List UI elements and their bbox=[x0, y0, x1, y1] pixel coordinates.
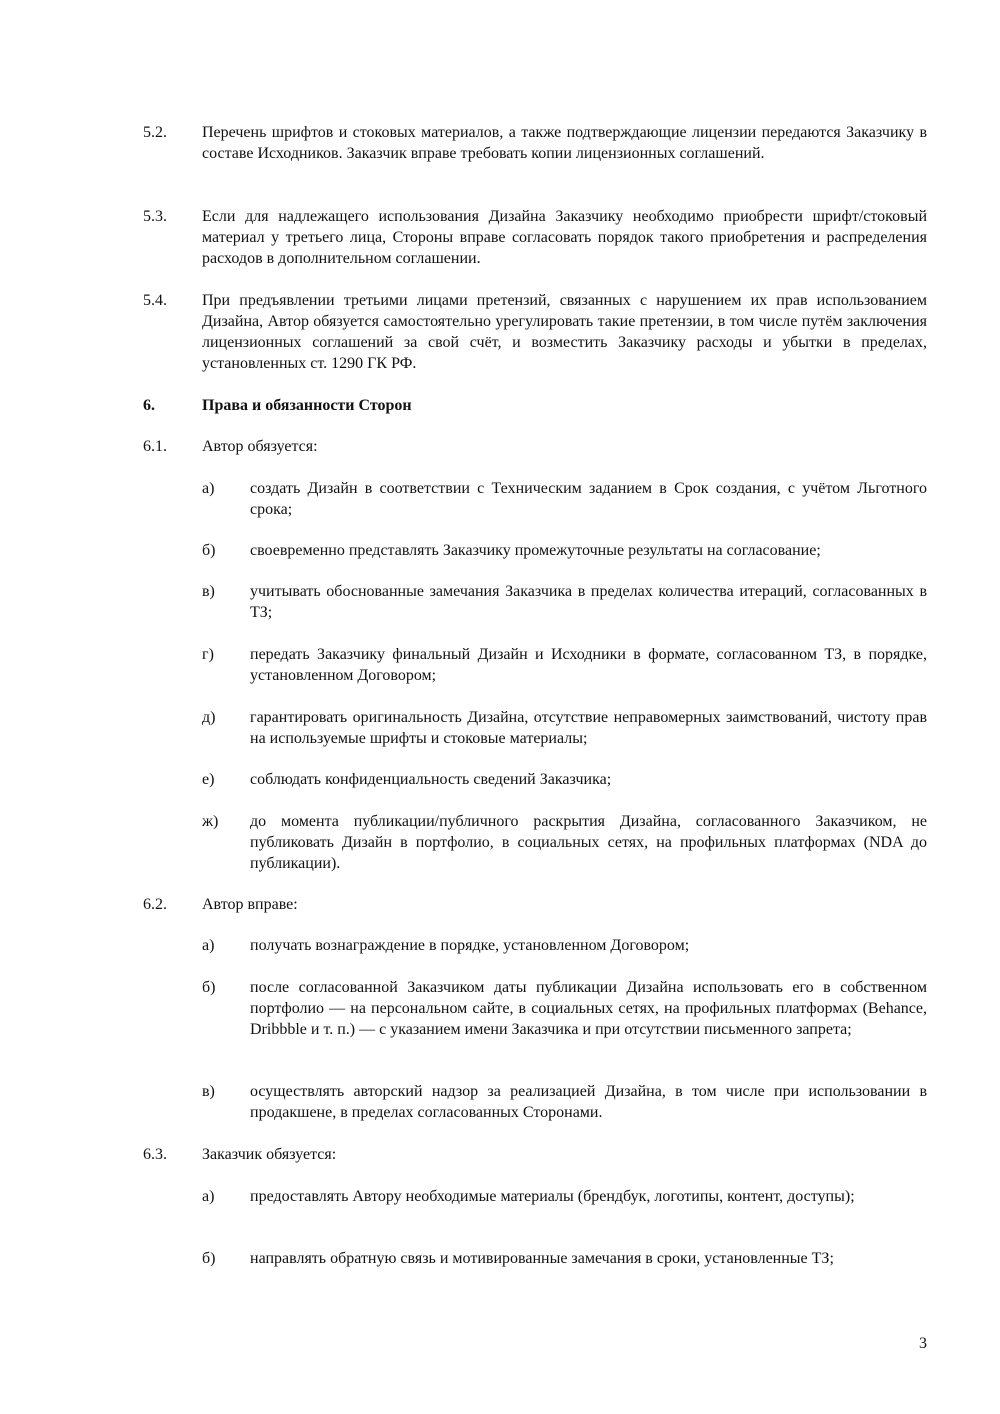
section-number: 6. bbox=[143, 397, 155, 414]
list-item bbox=[202, 478, 927, 520]
clause-text: Если для надлежащего использования Дизайна Заказчику необходимо приобрести шрифт/стоковый материал у третьего лица, Стороны вправе согласовать порядок такого приобретения и распределения расходов в дополнительном соглашении. bbox=[202, 208, 927, 267]
list-item-text: до момента публикации/публичного раскрытия Дизайна, согласованного Заказчиком, не публиковать Дизайн в портфолио, в социальных сетях, на профильных платформах (NDA до публикации). bbox=[250, 813, 927, 872]
section-title: Права и обязанности Сторон bbox=[202, 397, 412, 414]
clause-5-2 bbox=[143, 122, 927, 164]
clause-number: 5.4. bbox=[143, 292, 167, 309]
list-item-text: гарантировать оригинальность Дизайна, отсутствие неправомерных заимствований, чистоту прав на используемые шрифты и стоковые материалы; bbox=[250, 709, 927, 747]
list-item bbox=[202, 581, 927, 623]
list-item-text: предоставлять Автору необходимые материалы (брендбук, логотипы, контент, доступы); bbox=[250, 1188, 855, 1205]
list-item bbox=[202, 769, 927, 790]
list-item bbox=[202, 540, 927, 561]
clause-number: 5.2. bbox=[143, 124, 167, 141]
list-marker: а) bbox=[202, 1188, 215, 1205]
list-item-text: своевременно представлять Заказчику промежуточные результаты на согласование; bbox=[250, 542, 821, 559]
clause-text: Автор обязуется: bbox=[202, 438, 318, 455]
list-marker: в) bbox=[202, 1083, 215, 1100]
clause-text: Заказчик обязуется: bbox=[202, 1146, 337, 1163]
clause-number: 6.3. bbox=[143, 1146, 167, 1163]
list-item-text: осуществлять авторский надзор за реализацией Дизайна, в том числе при использовании в продакшене, в пределах согласованных Сторонами. bbox=[250, 1083, 927, 1121]
list-marker: а) bbox=[202, 480, 215, 497]
clause-5-3 bbox=[143, 206, 927, 269]
clause-6-2 bbox=[143, 894, 927, 915]
list-marker: ж) bbox=[202, 813, 219, 830]
list-item-text: получать вознаграждение в порядке, установленном Договором; bbox=[250, 937, 690, 954]
list-marker: а) bbox=[202, 937, 215, 954]
list-item bbox=[202, 811, 927, 874]
list-item bbox=[202, 1248, 927, 1269]
clause-5-4 bbox=[143, 290, 927, 374]
list-item bbox=[202, 1186, 927, 1207]
clause-text: При предъявлении третьими лицами претензий, связанных с нарушением их прав использованием Дизайна, Автор обязуется самостоятельно урегулировать такие претензии, в том числе путём заключения лицензионных соглашений за свой счёт, и возместить Заказчику расходы и убытки в пределах, установленных ст. 1290 ГК РФ. bbox=[202, 292, 927, 372]
clause-text: Автор вправе: bbox=[202, 896, 298, 913]
list-marker: б) bbox=[202, 979, 216, 996]
clause-6-1 bbox=[143, 436, 927, 457]
list-marker: в) bbox=[202, 583, 215, 600]
list-item-text: передать Заказчику финальный Дизайн и Исходники в формате, согласованном ТЗ, в порядке, установленном Договором; bbox=[250, 646, 927, 684]
page-number: 3 bbox=[919, 1335, 927, 1352]
clause-number: 5.3. bbox=[143, 208, 167, 225]
clause-6-3 bbox=[143, 1144, 927, 1165]
list-item bbox=[202, 707, 927, 749]
list-item bbox=[202, 1081, 927, 1123]
list-marker: б) bbox=[202, 542, 216, 559]
section-heading-6 bbox=[143, 395, 927, 416]
list-item-text: учитывать обоснованные замечания Заказчика в пределах количества итераций, согласованных в ТЗ; bbox=[250, 583, 927, 621]
list-item-text: создать Дизайн в соответствии с Техническим заданием в Срок создания, с учётом Льготного срока; bbox=[250, 480, 927, 518]
list-item bbox=[202, 935, 927, 956]
list-item bbox=[202, 644, 927, 686]
list-marker: б) bbox=[202, 1250, 216, 1267]
list-item bbox=[202, 977, 927, 1040]
clause-number: 6.2. bbox=[143, 896, 167, 913]
list-marker: е) bbox=[202, 771, 215, 788]
list-item-text: направлять обратную связь и мотивированные замечания в сроки, установленные ТЗ; bbox=[250, 1250, 834, 1267]
clause-text: Перечень шрифтов и стоковых материалов, а также подтверждающие лицензии передаются Заказчику в составе Исходников. Заказчик вправе требовать копии лицензионных соглашений. bbox=[202, 124, 927, 162]
clause-number: 6.1. bbox=[143, 438, 167, 455]
list-item-text: после согласованной Заказчиком даты публикации Дизайна использовать его в собственном портфолио — на персональном сайте, в социальных сетях, на профильных платформах (Behance, Dribbble и т. п.) — с указанием имени Заказчика и при отсутствии письменного запрета; bbox=[250, 979, 927, 1038]
list-item-text: соблюдать конфиденциальность сведений Заказчика; bbox=[250, 771, 612, 788]
list-marker: г) bbox=[202, 646, 214, 663]
list-marker: д) bbox=[202, 709, 216, 726]
